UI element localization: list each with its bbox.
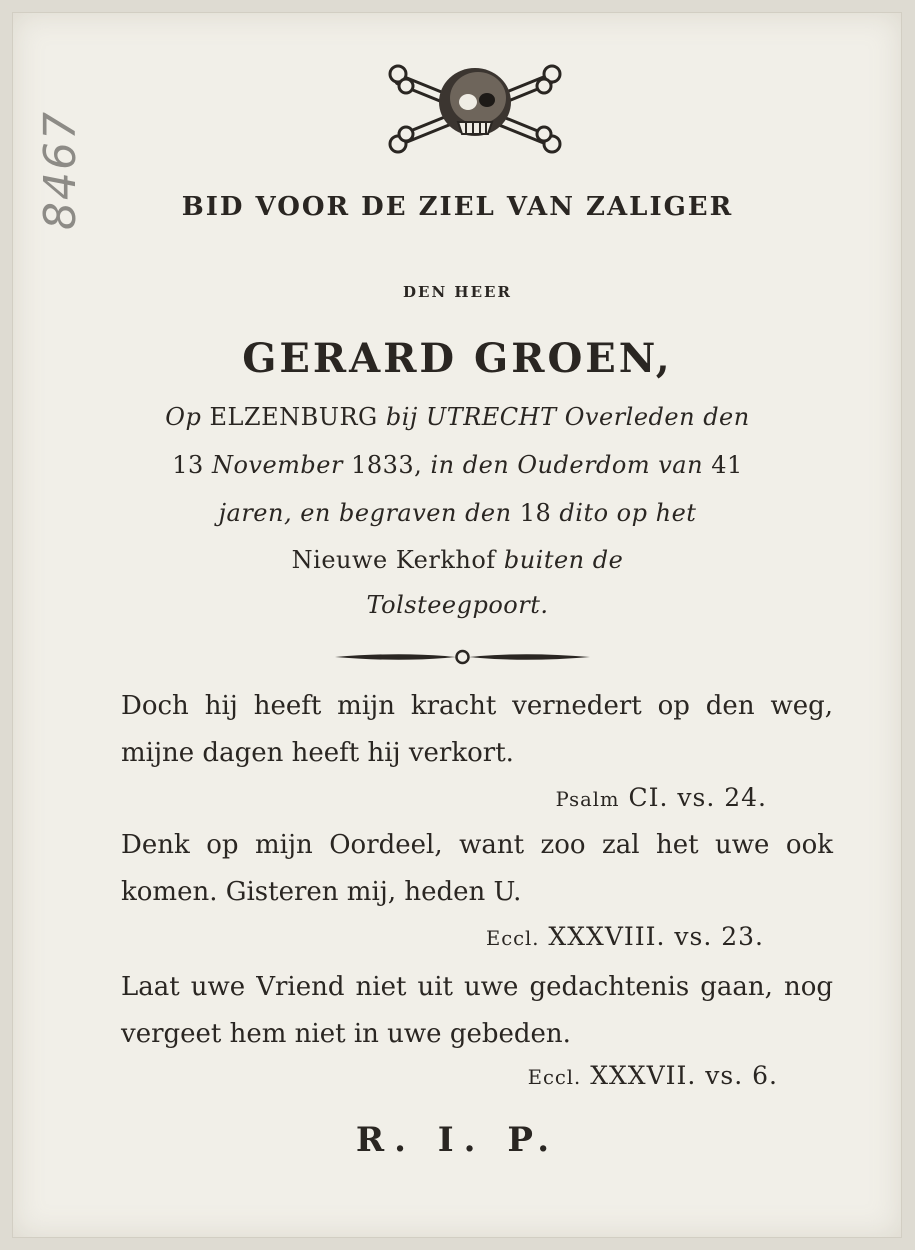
details-text: November: [211, 451, 343, 479]
details-line-1: [0, 403, 915, 431]
details-text: Overleden den: [564, 403, 750, 431]
honorific: DEN HEER: [403, 283, 512, 301]
details-text: ELZENBURG: [209, 403, 378, 431]
details-line-5: Tolsteegpoort.: [366, 591, 549, 619]
details-text: in den Ouderdom van: [430, 451, 704, 479]
details-text: dito op het: [559, 499, 697, 527]
verse-2: [83, 822, 833, 916]
reference-chapter: XXXVII. vs. 6.: [590, 1061, 778, 1090]
details-text: 1833,: [351, 451, 423, 479]
details-text: 41: [711, 451, 743, 479]
details-text: Nieuwe Kerkhof: [291, 546, 496, 574]
skull-crossbones-icon: [388, 62, 563, 157]
details-text: jaren,: [218, 499, 293, 527]
details-line-4: [0, 546, 915, 574]
ornamental-divider: [335, 646, 590, 668]
verse-text: Denk op mijn Oordeel, want zoo zal het uwe ook komen. Gisteren mij, heden U.: [121, 830, 833, 907]
verse-text: Laat uwe Vriend niet uit uwe gedachtenis gaan, nog vergeet hem niet in uwe gebeden.: [121, 972, 833, 1049]
details-text: 13: [172, 451, 204, 479]
reference-chapter: XXXVIII. vs. 23.: [548, 922, 764, 951]
reference-book: Psalm: [555, 788, 620, 811]
verse-1: [83, 683, 833, 777]
verse-reference: [486, 922, 764, 951]
details-text: en begraven den: [300, 499, 512, 527]
details-line-3: [0, 499, 915, 527]
deceased-name: GERARD GROEN,: [242, 335, 673, 382]
details-text: bij: [385, 403, 418, 431]
verse-3: [83, 964, 833, 1058]
details-text: 18: [519, 499, 552, 527]
heading: BID VOOR DE ZIEL VAN ZALIGER: [181, 192, 734, 222]
details-text: UTRECHT: [425, 403, 557, 431]
verse-reference: [528, 1061, 778, 1090]
details-text: buiten de: [503, 546, 624, 574]
closing-rip: R. I. P.: [355, 1120, 560, 1160]
reference-book: Eccl.: [527, 1066, 582, 1089]
handwritten-inventory-number: 8467: [35, 110, 86, 230]
details-text: Op: [165, 403, 202, 431]
verse-text: Doch hij heeft mijn kracht vernedert op den weg, mijne dagen heeft hij verkort.: [121, 691, 833, 768]
details-line-2: [0, 451, 915, 479]
reference-chapter: CI. vs. 24.: [628, 783, 767, 812]
reference-book: Eccl.: [485, 927, 540, 950]
verse-reference: [556, 783, 767, 812]
